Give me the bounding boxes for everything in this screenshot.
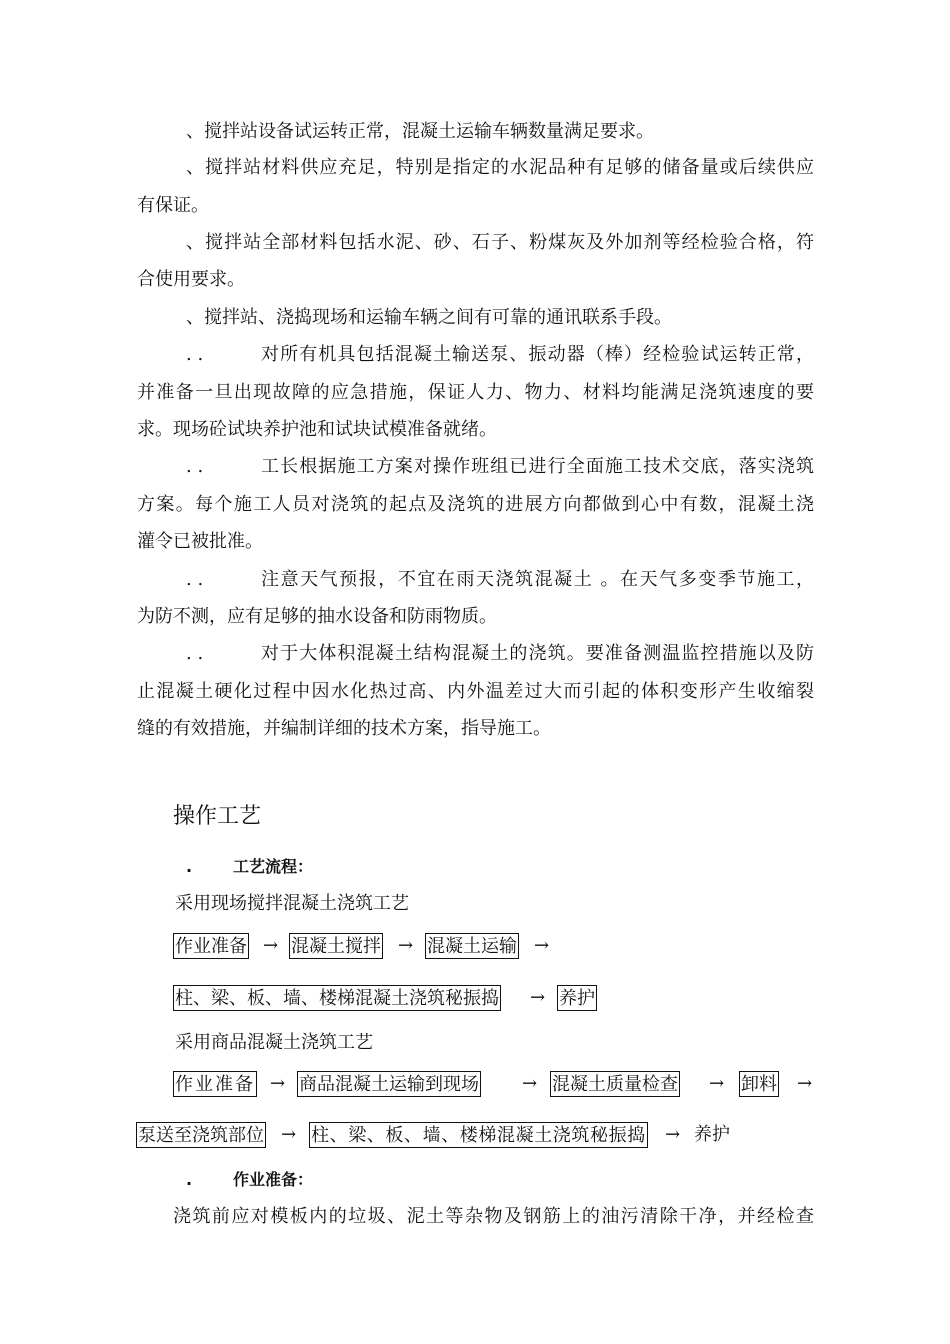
flow-arrow: →	[665, 1124, 681, 1145]
flow-arrow: →	[522, 1073, 538, 1094]
subsection-title: 工艺流程：	[233, 857, 314, 876]
flow-arrow: →	[281, 1124, 297, 1145]
paragraph-line: 为防不测，应有足够的抽水设备和防雨物质。	[137, 606, 497, 627]
subsection-number: .	[186, 857, 193, 876]
flow-step-box: 混凝土搅拌	[289, 933, 383, 959]
flow-step-box: 作业准备	[173, 1071, 257, 1097]
paragraph-line: 并准备一旦出现故障的应急措施，保证人力、物力、材料均能满足浇筑速度的要	[137, 382, 814, 403]
paragraph-line: 方案。每个施工人员对浇筑的起点及浇筑的进展方向都做到心中有数，混凝土浇	[137, 494, 814, 515]
paragraph-line: 工长根据施工方案对操作班组已进行全面施工技术交底，落实浇筑	[261, 456, 814, 477]
flow-step-box: 柱、梁、板、墙、楼梯混凝土浇筑秘振捣	[173, 985, 501, 1011]
flow-step-text: 养护	[694, 1124, 730, 1145]
paragraph-line: 、搅拌站全部材料包括水泥、砂、石子、粉煤灰及外加剂等经检验合格，符	[186, 232, 814, 253]
flow-step-box: 养护	[557, 985, 597, 1011]
subsection-title: 作业准备：	[233, 1170, 314, 1189]
flow-arrow: →	[270, 1073, 286, 1094]
item-number: . .	[186, 344, 204, 365]
paragraph-line: 求。现场砼试块养护池和试块试模准备就绪。	[137, 419, 497, 440]
paragraph-line: 注意天气预报，不宜在雨天浇筑混凝土 。在天气多变季节施工，	[261, 569, 814, 590]
flow-step-box: 作业准备	[173, 933, 249, 959]
flow-arrow: →	[709, 1073, 725, 1094]
flow-step-box: 卸料	[739, 1071, 779, 1097]
item-number: . .	[186, 643, 204, 664]
paragraph-line: 缝的有效措施，并编制详细的技术方案，指导施工。	[137, 718, 551, 739]
paragraph-line: 浇筑前应对模板内的垃圾、泥土等杂物及钢筋上的油污清除干净，并经检查	[173, 1206, 814, 1227]
flow-title: 采用商品混凝土浇筑工艺	[175, 1032, 373, 1053]
paragraph-line: 灌令已被批准。	[137, 531, 263, 552]
paragraph-line: 对所有机具包括混凝土输送泵、振动器（棒）经检验试运转正常，	[261, 344, 814, 365]
item-number: . .	[186, 456, 204, 477]
paragraph-line: 、搅拌站、浇捣现场和运输车辆之间有可靠的通讯联系手段。	[186, 307, 672, 328]
section-title: 操作工艺	[173, 804, 262, 829]
flow-arrow: →	[263, 935, 279, 956]
flow-step-box: 泵送至浇筑部位	[136, 1122, 266, 1148]
paragraph-line: 、搅拌站材料供应充足，特别是指定的水泥品种有足够的储备量或后续供应	[186, 157, 814, 178]
paragraph-line: 止混凝土硬化过程中因水化热过高、内外温差过大而引起的体积变形产生收缩裂	[137, 681, 814, 702]
flow-arrow: →	[534, 935, 550, 956]
paragraph-line: 对于大体积混凝土结构混凝土的浇筑。要准备测温监控措施以及防	[261, 643, 814, 664]
item-number: . .	[186, 569, 204, 590]
flow-step-box: 混凝土运输	[425, 933, 519, 959]
flow-step-box: 混凝土质量检查	[550, 1071, 680, 1097]
flow-arrow: →	[530, 987, 546, 1008]
paragraph-line: 、搅拌站设备试运转正常，混凝土运输车辆数量满足要求。	[186, 121, 654, 142]
flow-step-box: 商品混凝土运输到现场	[297, 1071, 481, 1097]
paragraph-line: 有保证。	[137, 195, 209, 216]
paragraph-line: 合使用要求。	[137, 269, 245, 290]
flow-title: 采用现场搅拌混凝土浇筑工艺	[175, 893, 409, 914]
flow-arrow: →	[797, 1073, 813, 1094]
subsection-number: .	[186, 1170, 193, 1189]
flow-arrow: →	[398, 935, 414, 956]
flow-step-box: 柱、梁、板、墙、楼梯混凝土浇筑秘振捣	[309, 1122, 648, 1148]
